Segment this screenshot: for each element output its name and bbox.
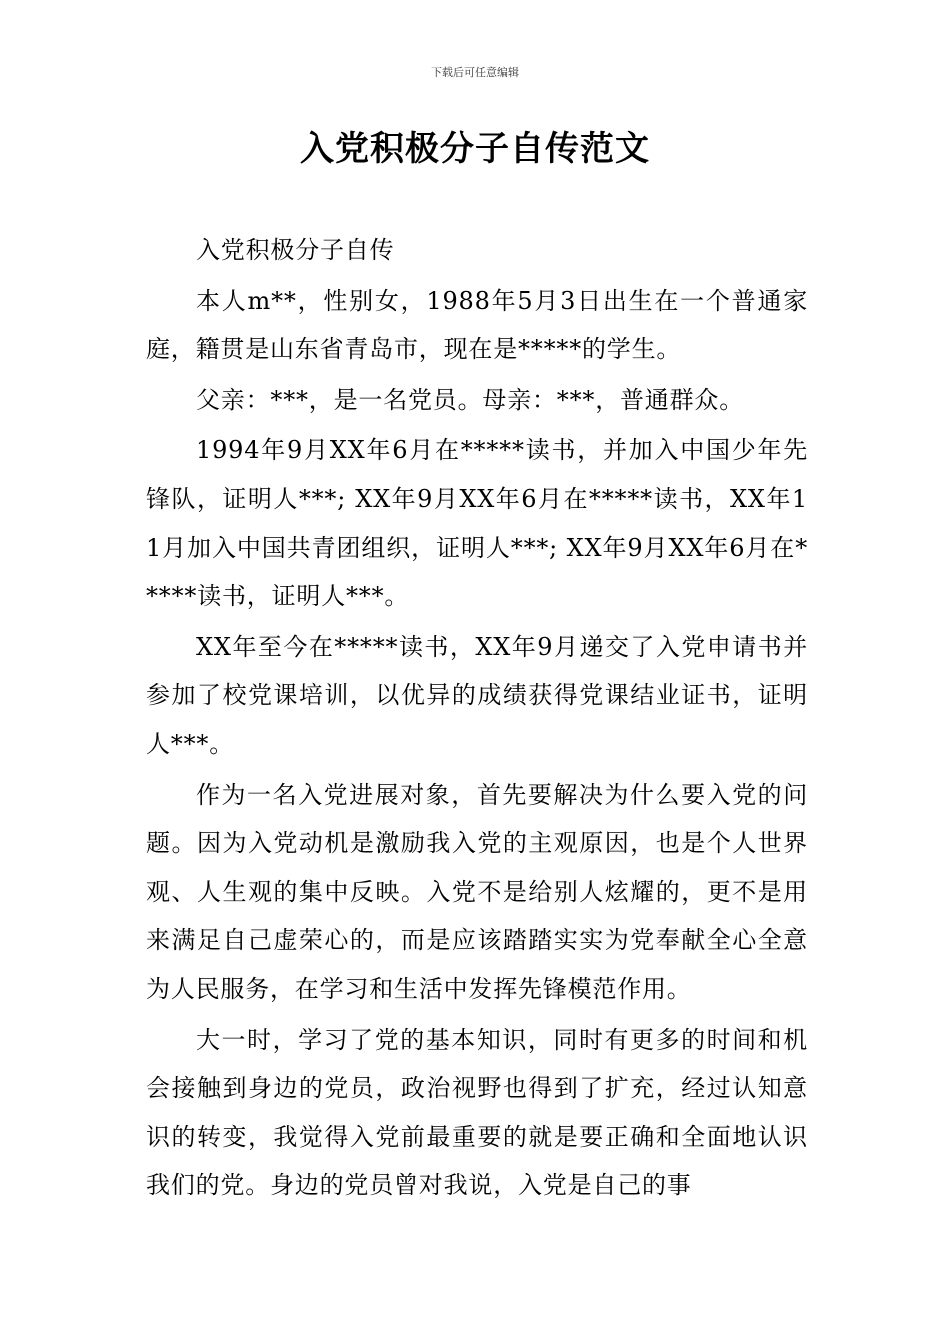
header-note: 下载后可任意编辑 [431, 66, 519, 79]
paragraph-motivation: 作为一名入党进展对象，首先要解决为什么要入党的问题。因为入党动机是激励我入党的主观原因，也是个人世界观、人生观的集中反映。入党不是给别人炫耀的，更不是用来满足自己虚荣心的，而是应该踏踏实实为党奉献全心全意为人民服务，在学习和生活中发挥先锋模范作用。 [146, 780, 808, 1003]
paragraph-subtitle: 入党积极分子自传 [196, 236, 395, 264]
paragraph-freshman-year: 大一时，学习了党的基本知识，同时有更多的时间和机会接触到身边的党员，政治视野也得到了扩充，经过认知意识的转变，我觉得入党前最重要的就是要正确和全面地认识我们的党。身边的党员曾对我说，入党是自己的事 [146, 1025, 808, 1200]
paragraph-family: 父亲：***，是一名党员。母亲：***，普通群众。 [196, 385, 744, 414]
paragraph-education-history: 1994年9月XX年6月在*****读书，并加入中国少年先锋队，证明人***; XX年9月XX年6月在*****读书，XX年11月加入中国共青团组织，证明人***; XX年9月XX年6月在*****读书，证明人***。 [146, 436, 808, 611]
paragraph-personal-info: 本人m**，性别女，1988年5月3日出生在一个普通家庭，籍贯是山东省青岛市，现在是*****的学生。 [146, 286, 808, 364]
page-title: 入党积极分子自传范文 [300, 129, 650, 169]
document-body [146, 226, 808, 1210]
paragraph-current-study: XX年至今在*****读书，XX年9月递交了入党申请书并参加了校党课培训，以优异的成绩获得党课结业证书，证明人***。 [146, 632, 808, 758]
